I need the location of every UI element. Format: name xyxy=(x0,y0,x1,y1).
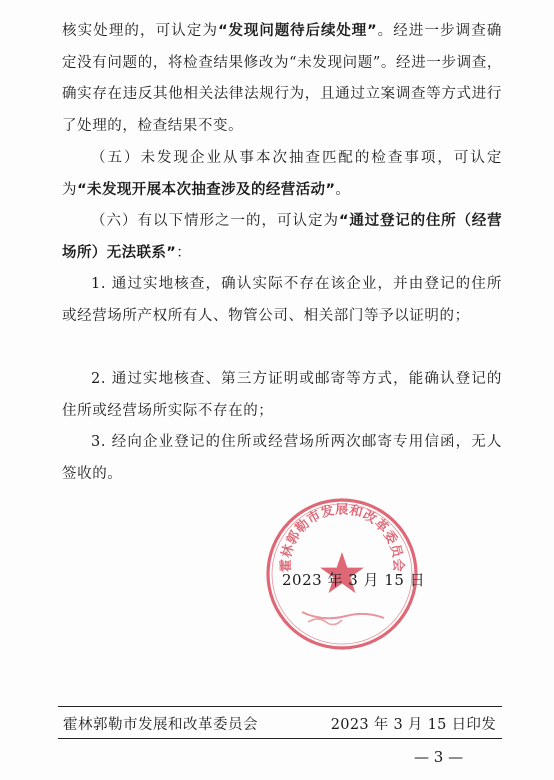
paragraph-item-6 xyxy=(62,206,502,269)
footer-print-date: 2023 年 3 月 15 日印发 xyxy=(330,717,496,733)
emphasis-text: “发现问题待后续处理” xyxy=(218,23,378,39)
paragraph-text: （五）未发现企业从事本次抽查匹配的检查事项，可认定为 xyxy=(62,150,502,198)
page-number: — 3 — xyxy=(414,748,464,766)
seal-text: 霍林郭勒市发展和改革委员会 xyxy=(278,502,406,573)
paragraph-text: 。经进一步调查确定没有问题的，将检查结果修改为“未发现问题”。经进一步调查，确实存在违反其他相关法律法规行为，且通过立案调查等方式进行了处理的，检查结果不变。 xyxy=(62,23,502,134)
emphasis-text: “通过登记的住所（经营场所）无法联系” xyxy=(62,213,502,261)
paragraph-item-5 xyxy=(62,143,502,206)
list-item-1: 1. 通过实地核查，确认实际不存在该企业，并由登记的住所或经营场所产权所有人、物管公司、相关部门等予以证明的； xyxy=(62,276,502,324)
paragraph-text: （六）有以下情形之一的，可认定为 xyxy=(91,213,340,229)
footer-divider-bottom xyxy=(58,738,502,739)
footer-divider-top xyxy=(58,706,502,707)
paragraph-text: 。 xyxy=(335,181,351,198)
signature-date: 2023 年 3 月 15 日 xyxy=(282,571,426,589)
list-item-2: 2. 通过实地核查、第三方证明或邮寄等方式，能确认登记的住所或经营场所实际不存在的； xyxy=(62,371,502,419)
paragraph-continuation xyxy=(62,16,502,142)
paragraph-text: ： xyxy=(176,244,192,261)
emphasis-text: “未发现开展本次抽查涉及的经营活动” xyxy=(77,181,336,198)
list-item-3: 3. 经向企业登记的住所或经营场所两次邮寄专用信函，无人签收的。 xyxy=(62,434,502,482)
paragraph-text: 核实处理的，可认定为 xyxy=(62,23,219,39)
footer-issuer: 霍林郭勒市发展和改革委员会 xyxy=(63,717,258,733)
